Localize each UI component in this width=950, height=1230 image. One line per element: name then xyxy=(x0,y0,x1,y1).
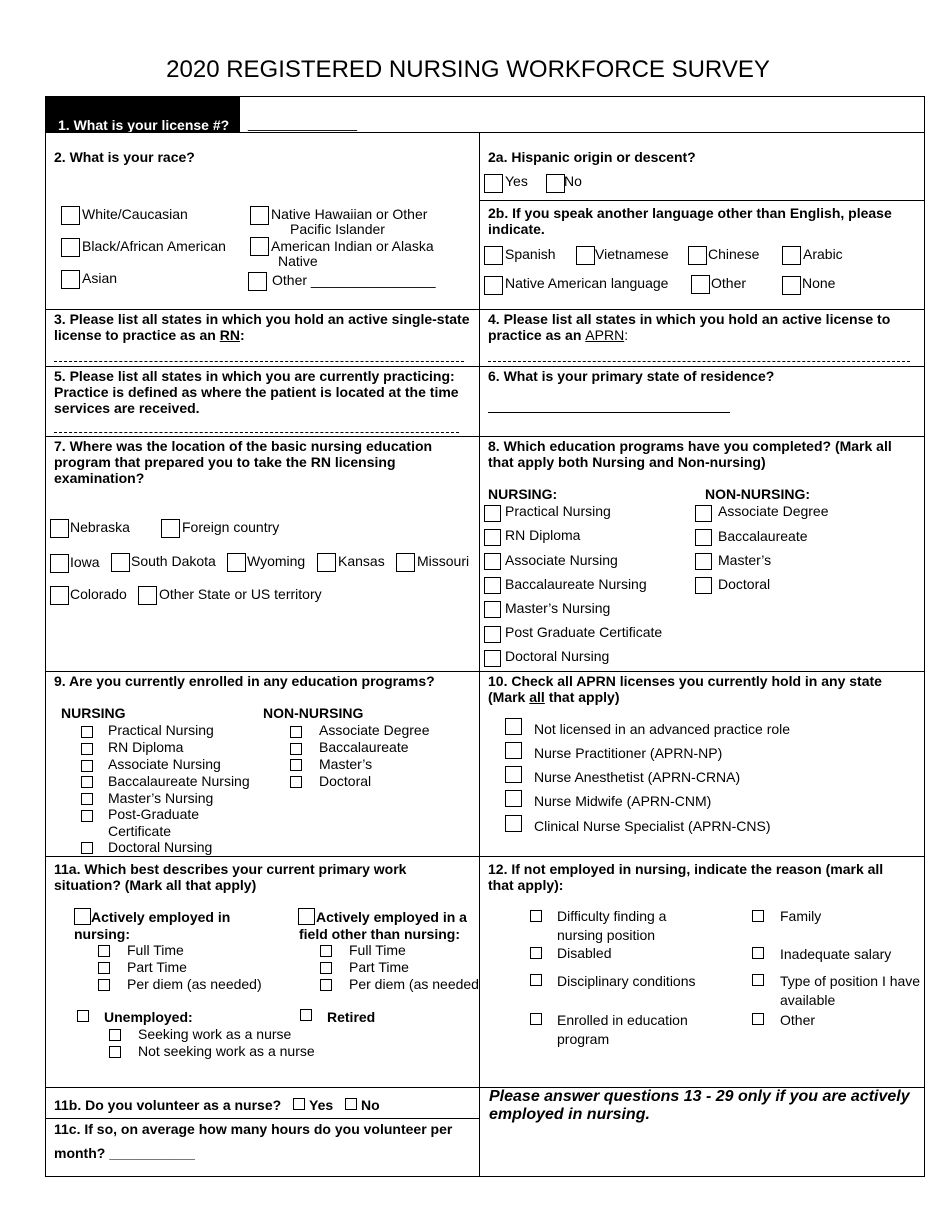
nursing-part-time-label: Part Time xyxy=(127,959,187,975)
divider xyxy=(45,366,925,367)
reason-enrolled-label-2: program xyxy=(557,1031,610,1047)
q9-associate-nursing-label: Associate Nursing xyxy=(108,756,221,772)
q8-practical-nursing-label: Practical Nursing xyxy=(505,503,611,519)
q2-label: 2. What is your race? xyxy=(54,149,195,165)
employed-other-label: Actively employed in a xyxy=(316,909,467,925)
q11c-label-2: month? ___________ xyxy=(54,1145,195,1161)
q10-label: 10. Check all APRN licenses you currently hold in any state (Mark all that apply) xyxy=(488,673,882,705)
q9-rn-diploma-checkbox[interactable] xyxy=(81,743,93,755)
race-other-checkbox[interactable] xyxy=(248,272,267,291)
aprn-none-checkbox[interactable] xyxy=(505,718,522,735)
race-hawaiian-checkbox[interactable] xyxy=(250,206,269,225)
reason-disabled-label: Disabled xyxy=(557,945,612,961)
reason-salary-label: Inadequate salary xyxy=(780,946,892,962)
lang-other-checkbox[interactable] xyxy=(691,275,710,294)
q8-doctoral-nursing-label: Doctoral Nursing xyxy=(505,648,610,664)
volunteer-yes-checkbox[interactable] xyxy=(293,1098,305,1110)
divider xyxy=(45,436,925,437)
aprn-none-label: Not licensed in an advanced practice role xyxy=(534,721,791,737)
other-full-time-label: Full Time xyxy=(349,942,406,958)
divider xyxy=(45,309,925,310)
volunteer-yes-label: Yes xyxy=(309,1097,334,1113)
edu-other-state-label: Other State or US territory xyxy=(159,586,322,602)
edu-wyoming-label: Wyoming xyxy=(247,553,306,569)
lang-chinese-checkbox[interactable] xyxy=(688,246,707,265)
aprn-np-checkbox[interactable] xyxy=(505,742,522,759)
q2a-label: 2a. Hispanic origin or descent? xyxy=(488,149,696,165)
q8-non-nursing-header: NON-NURSING: xyxy=(705,486,810,502)
nursing-full-time-checkbox[interactable] xyxy=(98,945,110,957)
reason-disciplinary-label: Disciplinary conditions xyxy=(557,973,696,989)
q9-practical-nursing-label: Practical Nursing xyxy=(108,722,214,738)
race-white-label: White/Caucasian xyxy=(82,206,188,222)
column-divider xyxy=(479,132,480,1177)
reason-enrolled-label: Enrolled in education xyxy=(557,1012,688,1028)
q8-doctoral-nursing-checkbox[interactable] xyxy=(484,650,501,667)
hispanic-no-label: No xyxy=(564,173,582,189)
reason-enrolled-checkbox[interactable] xyxy=(530,1013,542,1025)
aprn-crna-checkbox[interactable] xyxy=(505,766,522,783)
lang-native-american-label: Native American language xyxy=(505,275,669,291)
q9-nursing-header: NURSING xyxy=(61,705,126,721)
q6-label: 6. What is your primary state of residence? xyxy=(488,368,775,384)
reason-position-type-label-2: available xyxy=(780,992,836,1008)
reason-salary-checkbox[interactable] xyxy=(752,947,764,959)
reason-position-type-label: Type of position I have xyxy=(780,973,921,989)
other-part-time-label: Part Time xyxy=(349,959,409,975)
q8-associate-nursing-label: Associate Nursing xyxy=(505,552,618,568)
hispanic-no-checkbox[interactable] xyxy=(546,174,565,193)
q4-answer-line[interactable] xyxy=(488,361,910,362)
not-seeking-work-checkbox[interactable] xyxy=(109,1046,121,1058)
q8-masters-nursing-label: Master’s Nursing xyxy=(505,600,611,616)
lang-none-label: None xyxy=(802,275,836,291)
employed-note: Please answer questions 13 - 29 only if you are actively employed in nursing. xyxy=(489,1088,910,1123)
q12-label: 12. If not employed in nursing, indicate the reason (mark all that apply): xyxy=(488,861,884,893)
lang-vietnamese-label: Vietnamese xyxy=(595,246,669,262)
q4-label: 4. Please list all states in which you hold an active license to practice as an APRN: xyxy=(488,311,891,343)
q8-masters-nursing-checkbox[interactable] xyxy=(484,601,501,618)
race-american-indian-label-2: Native xyxy=(278,253,318,269)
race-hawaiian-label: Native Hawaiian or Other xyxy=(271,206,428,222)
edu-colorado-label: Colorado xyxy=(70,586,127,602)
race-hawaiian-label-2: Pacific Islander xyxy=(290,221,385,237)
q8-rn-diploma-checkbox[interactable] xyxy=(484,529,501,546)
q8-post-grad-cert-checkbox[interactable] xyxy=(484,626,501,643)
q9-associate-degree-checkbox[interactable] xyxy=(290,726,302,738)
q8-doctoral-checkbox[interactable] xyxy=(695,577,712,594)
lang-native-american-checkbox[interactable] xyxy=(484,276,503,295)
q9-baccalaureate-nursing-checkbox[interactable] xyxy=(81,776,93,788)
hispanic-yes-label: Yes xyxy=(505,173,528,189)
race-other-label: Other ________________ xyxy=(272,272,436,288)
q2b-label: 2b. If you speak another language other than English, please indicate. xyxy=(488,205,892,237)
q11a-label: 11a. Which best describes your current primary work situation? (Mark all that apply) xyxy=(54,861,407,893)
q8-nursing-header: NURSING: xyxy=(488,486,558,502)
reason-other-checkbox[interactable] xyxy=(752,1013,764,1025)
q9-doctoral-nursing-checkbox[interactable] xyxy=(81,842,93,854)
lang-arabic-checkbox[interactable] xyxy=(782,246,801,265)
q9-baccalaureate-label: Baccalaureate xyxy=(319,739,409,755)
employed-other-label-2: field other than nursing: xyxy=(299,926,460,942)
q8-associate-degree-checkbox[interactable] xyxy=(695,505,712,522)
aprn-cnm-checkbox[interactable] xyxy=(505,790,522,807)
q9-post-graduate-checkbox[interactable] xyxy=(81,810,93,822)
employed-nursing-checkbox[interactable] xyxy=(74,908,91,925)
q9-label: 9. Are you currently enrolled in any education programs? xyxy=(54,673,435,689)
edu-kansas-checkbox[interactable] xyxy=(317,553,336,572)
q7-label: 7. Where was the location of the basic nursing education program that prepared you to take the RN licensing examination? xyxy=(54,438,433,486)
nursing-part-time-checkbox[interactable] xyxy=(98,962,110,974)
q11c-label: 11c. If so, on average how many hours do you volunteer per xyxy=(54,1121,453,1137)
edu-missouri-checkbox[interactable] xyxy=(396,553,415,572)
q8-rn-diploma-label: RN Diploma xyxy=(505,527,581,543)
divider xyxy=(45,671,925,672)
volunteer-no-label: No xyxy=(361,1097,380,1113)
employed-other-checkbox[interactable] xyxy=(298,908,315,925)
other-full-time-checkbox[interactable] xyxy=(320,945,332,957)
edu-kansas-label: Kansas xyxy=(338,553,385,569)
edu-other-state-checkbox[interactable] xyxy=(138,586,157,605)
reason-position-type-checkbox[interactable] xyxy=(752,974,764,986)
q8-label: 8. Which education programs have you completed? (Mark all that apply both Nursing and Non-nursing) xyxy=(488,438,892,470)
edu-nebraska-label: Nebraska xyxy=(70,519,130,535)
edu-colorado-checkbox[interactable] xyxy=(50,586,69,605)
race-white-checkbox[interactable] xyxy=(61,206,80,225)
q9-masters-nursing-label: Master’s Nursing xyxy=(108,790,214,806)
q8-associate-degree-label: Associate Degree xyxy=(718,503,829,519)
q3-answer-line[interactable] xyxy=(54,361,464,362)
unemployed-checkbox[interactable] xyxy=(77,1010,89,1022)
reason-disciplinary-checkbox[interactable] xyxy=(530,974,542,986)
page-title: 2020 REGISTERED NURSING WORKFORCE SURVEY xyxy=(166,56,770,83)
q8-practical-nursing-checkbox[interactable] xyxy=(484,505,501,522)
employed-nursing-label-2: nursing: xyxy=(74,926,130,942)
lang-spanish-label: Spanish xyxy=(505,246,556,262)
q1-label: 1. What is your license #? xyxy=(58,117,230,133)
lang-spanish-checkbox[interactable] xyxy=(484,246,503,265)
aprn-cns-label: Clinical Nurse Specialist (APRN-CNS) xyxy=(534,818,771,834)
divider xyxy=(45,856,925,857)
q9-associate-degree-label: Associate Degree xyxy=(319,722,430,738)
q8-baccalaureate-nursing-label: Baccalaureate Nursing xyxy=(505,576,647,592)
lang-arabic-label: Arabic xyxy=(803,246,843,262)
race-asian-label: Asian xyxy=(82,270,118,286)
reason-family-label: Family xyxy=(780,908,822,924)
q11b-label: 11b. Do you volunteer as a nurse? xyxy=(54,1097,282,1113)
seeking-work-checkbox[interactable] xyxy=(109,1029,121,1041)
q9-doctoral-checkbox[interactable] xyxy=(290,776,302,788)
lang-other-label: Other xyxy=(711,275,747,291)
q8-post-grad-cert-label: Post Graduate Certificate xyxy=(505,624,663,640)
divider xyxy=(45,1118,479,1119)
retired-checkbox[interactable] xyxy=(300,1009,312,1021)
other-part-time-checkbox[interactable] xyxy=(320,962,332,974)
q9-associate-nursing-checkbox[interactable] xyxy=(81,760,93,772)
edu-iowa-checkbox[interactable] xyxy=(50,554,69,573)
q9-masters-checkbox[interactable] xyxy=(290,759,302,771)
hispanic-yes-checkbox[interactable] xyxy=(484,174,503,193)
reason-other-label: Other xyxy=(780,1012,816,1028)
reason-difficulty-checkbox[interactable] xyxy=(530,910,542,922)
lang-chinese-label: Chinese xyxy=(708,246,760,262)
lang-none-checkbox[interactable] xyxy=(782,276,801,295)
q9-post-graduate-label: Post-Graduate xyxy=(108,806,200,822)
aprn-np-label: Nurse Practitioner (APRN-NP) xyxy=(534,745,723,761)
reason-difficulty-label-2: nursing position xyxy=(557,927,656,943)
edu-iowa-label: Iowa xyxy=(70,554,100,570)
lang-vietnamese-checkbox[interactable] xyxy=(576,246,595,265)
q9-practical-nursing-checkbox[interactable] xyxy=(81,726,93,738)
license-number-field[interactable]: ______________ xyxy=(248,115,358,131)
edu-foreign-label: Foreign country xyxy=(182,519,280,535)
race-american-indian-label: American Indian or Alaska xyxy=(271,238,434,254)
q3-label: 3. Please list all states in which you hold an active single-state license to practice as an RN: xyxy=(54,311,470,343)
edu-foreign-checkbox[interactable] xyxy=(161,519,180,538)
q8-baccalaureate-label: Baccalaureate xyxy=(718,528,808,544)
q9-certificate-label: Certificate xyxy=(108,823,172,839)
q8-associate-nursing-checkbox[interactable] xyxy=(484,553,501,570)
q8-masters-checkbox[interactable] xyxy=(695,553,712,570)
q9-baccalaureate-nursing-label: Baccalaureate Nursing xyxy=(108,773,250,789)
q8-masters-label: Master’s xyxy=(718,552,772,568)
seeking-work-label: Seeking work as a nurse xyxy=(138,1026,292,1042)
reason-family-checkbox[interactable] xyxy=(752,910,764,922)
race-asian-checkbox[interactable] xyxy=(61,270,80,289)
q9-doctoral-nursing-label: Doctoral Nursing xyxy=(108,839,213,855)
q8-baccalaureate-nursing-checkbox[interactable] xyxy=(484,577,501,594)
retired-label: Retired xyxy=(327,1009,376,1025)
reason-difficulty-label: Difficulty finding a xyxy=(557,908,667,924)
divider xyxy=(45,132,925,133)
q9-rn-diploma-label: RN Diploma xyxy=(108,739,184,755)
q9-baccalaureate-checkbox[interactable] xyxy=(290,743,302,755)
race-black-checkbox[interactable] xyxy=(61,238,80,257)
q9-doctoral-label: Doctoral xyxy=(319,773,372,789)
q6-answer-line[interactable] xyxy=(488,412,730,413)
unemployed-label: Unemployed: xyxy=(104,1009,193,1025)
edu-missouri-label: Missouri xyxy=(417,553,470,569)
not-seeking-work-label: Not seeking work as a nurse xyxy=(138,1043,315,1059)
nursing-per-diem-label: Per diem (as needed) xyxy=(127,976,262,992)
employed-nursing-label: Actively employed in xyxy=(91,909,231,925)
nursing-full-time-label: Full Time xyxy=(127,942,184,958)
nursing-per-diem-checkbox[interactable] xyxy=(98,979,110,991)
other-per-diem-checkbox[interactable] xyxy=(320,979,332,991)
race-black-label: Black/African American xyxy=(82,238,226,254)
q9-masters-label: Master’s xyxy=(319,756,373,772)
q8-baccalaureate-checkbox[interactable] xyxy=(695,529,712,546)
other-per-diem-label: Per diem (as needed xyxy=(349,976,479,992)
race-american-indian-checkbox[interactable] xyxy=(250,237,269,256)
edu-south-dakota-label: South Dakota xyxy=(131,553,216,569)
volunteer-no-checkbox[interactable] xyxy=(345,1098,357,1110)
edu-nebraska-checkbox[interactable] xyxy=(50,519,69,538)
q9-non-nursing-header: NON-NURSING xyxy=(263,705,364,721)
reason-disabled-checkbox[interactable] xyxy=(530,947,542,959)
aprn-crna-label: Nurse Anesthetist (APRN-CRNA) xyxy=(534,769,741,785)
aprn-cns-checkbox[interactable] xyxy=(505,815,522,832)
aprn-cnm-label: Nurse Midwife (APRN-CNM) xyxy=(534,793,712,809)
edu-south-dakota-checkbox[interactable] xyxy=(111,553,130,572)
q5-answer-line[interactable] xyxy=(54,432,459,433)
q8-doctoral-label: Doctoral xyxy=(718,576,771,592)
q5-label: 5. Please list all states in which you are currently practicing: Practice is defined as where the patient is located at the time services are received. xyxy=(54,368,459,416)
edu-wyoming-checkbox[interactable] xyxy=(227,553,246,572)
q9-masters-nursing-checkbox[interactable] xyxy=(81,793,93,805)
divider xyxy=(479,200,925,201)
